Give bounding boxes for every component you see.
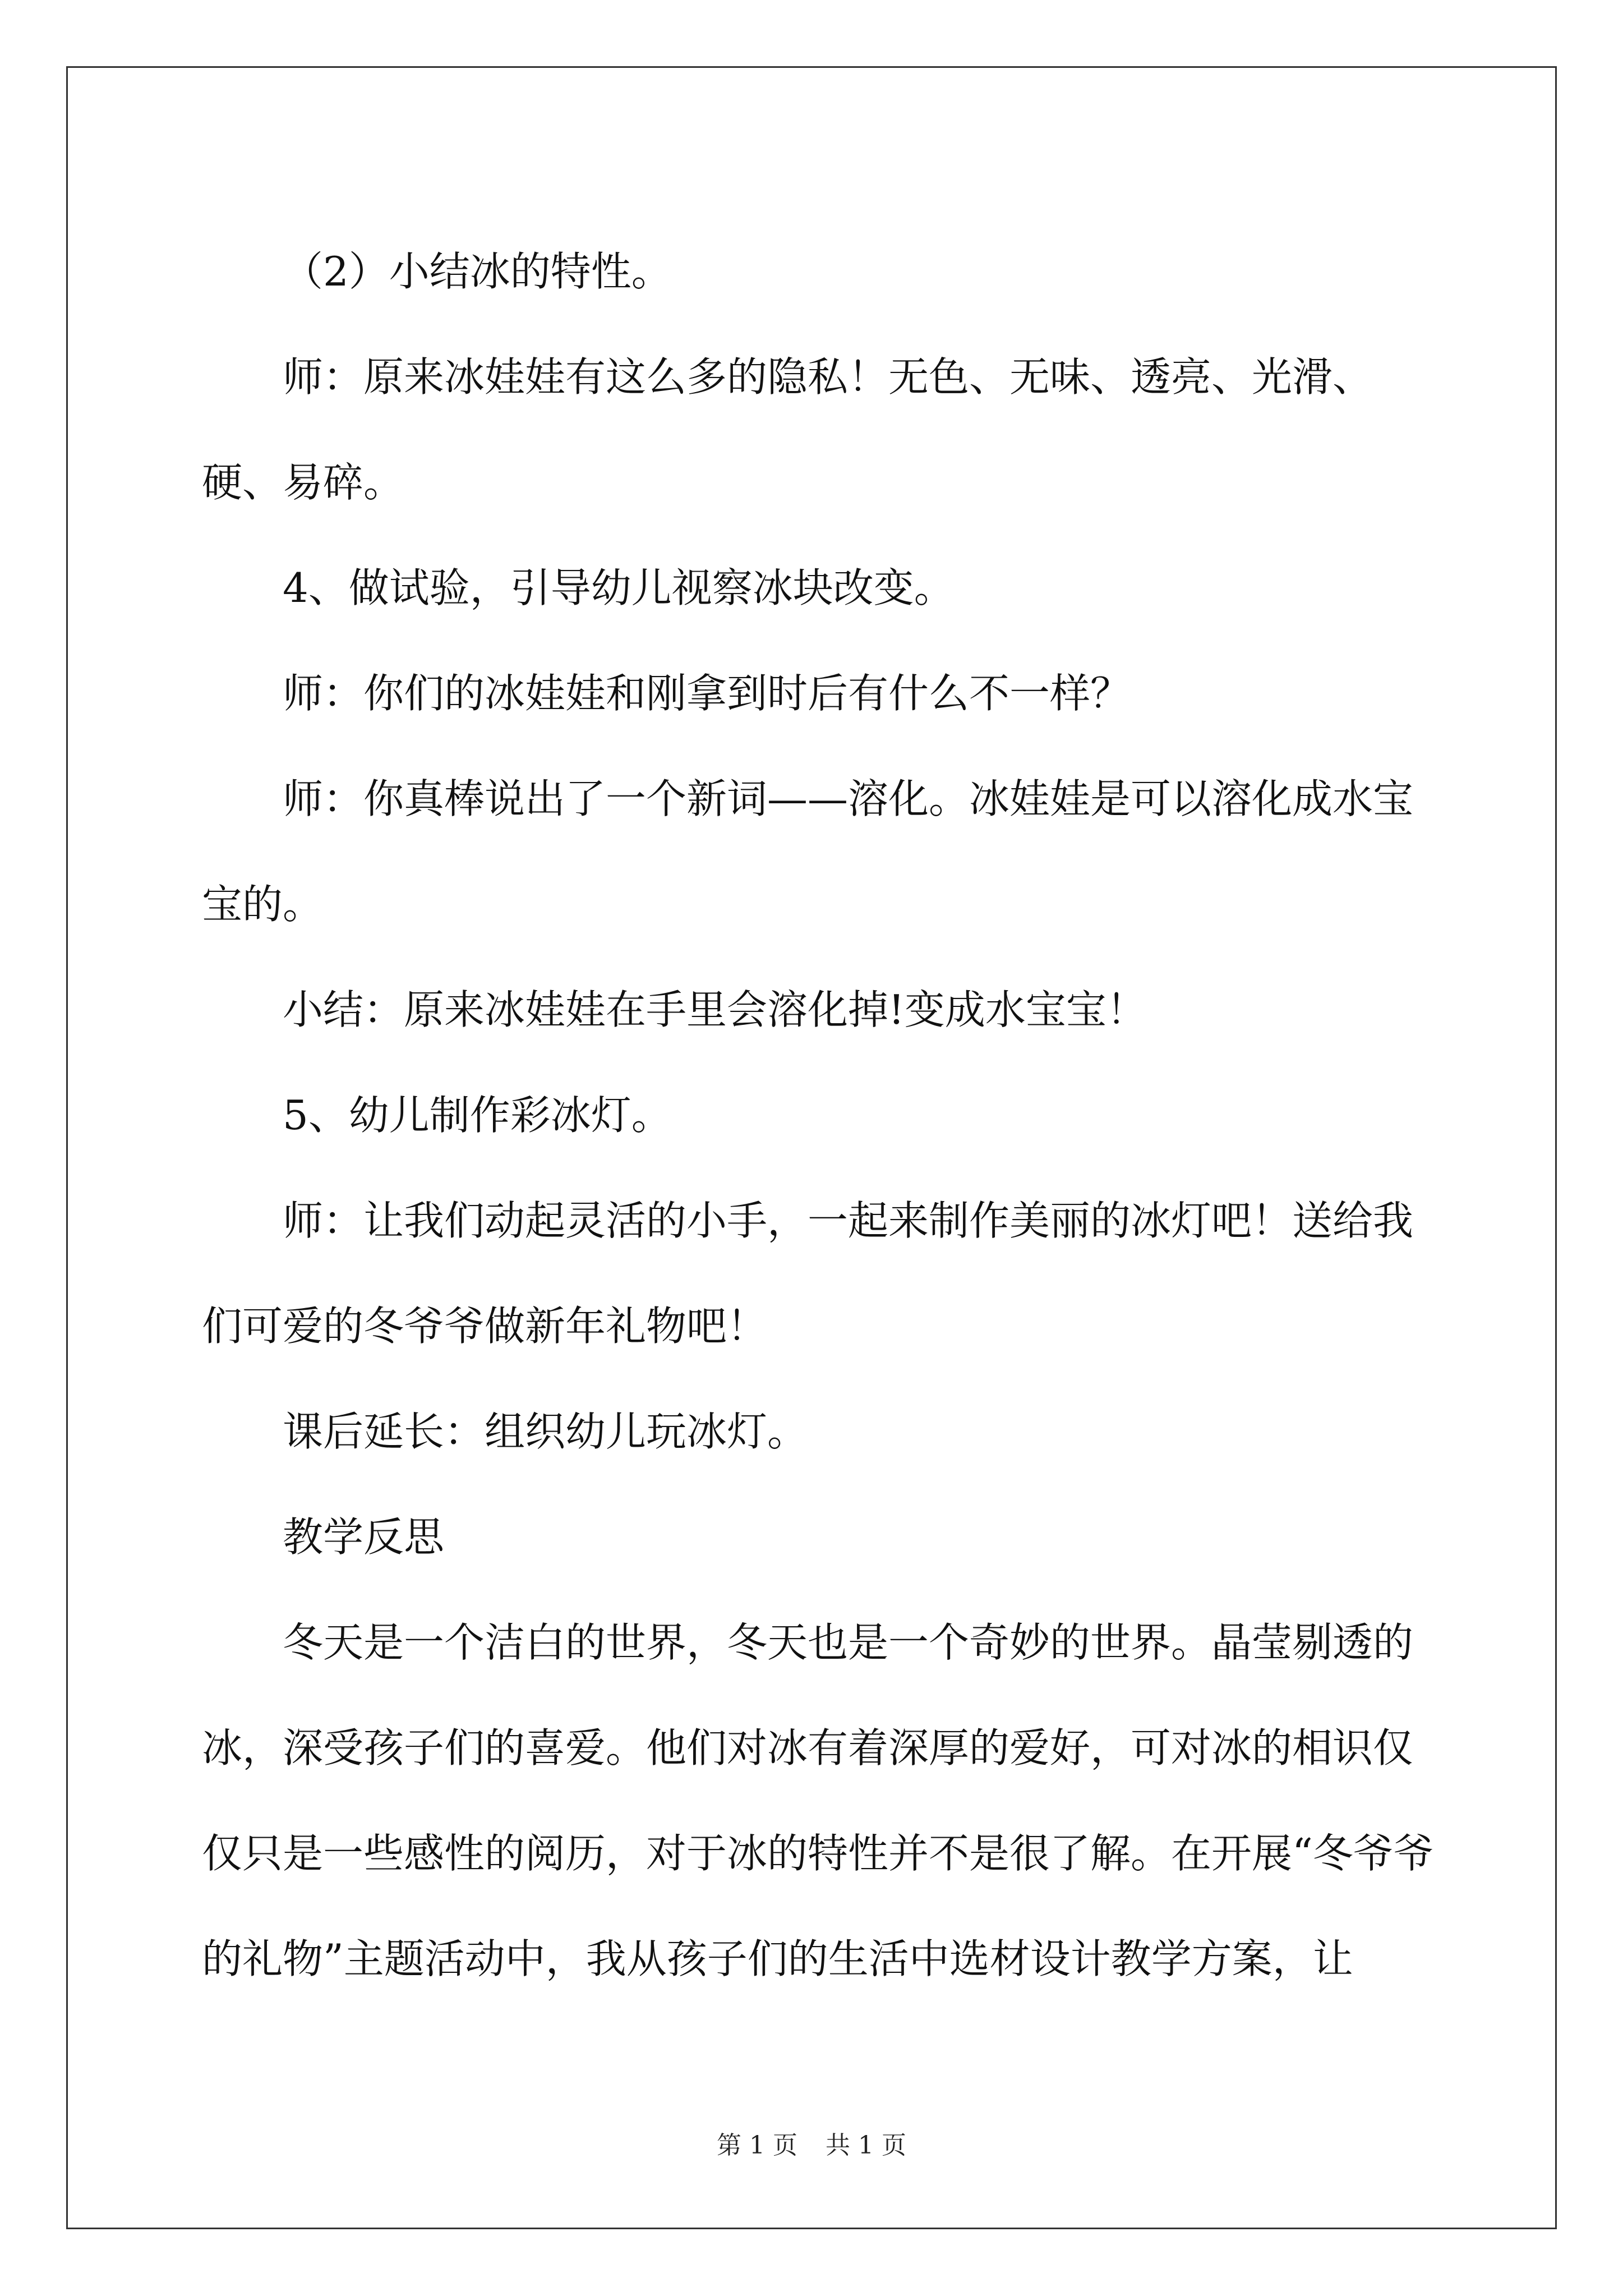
paragraph: 5、幼儿制作彩冰灯。 xyxy=(283,1092,672,1139)
paragraph: 冬天是一个洁白的世界，冬天也是一个奇妙的世界。晶莹剔透的冰，深受孩子们的喜爱。他们对冰有着深厚的爱好，可对冰的相识仅仅只是一些感性的阅历，对于冰的特性并不是很了解。在开展“冬爷爷的礼物”主题活动中，我从孩子们的生活中选材设计教学方案，让 xyxy=(202,1619,1434,1982)
paragraph: 师：你们的冰娃娃和刚拿到时后有什么不一样？ xyxy=(283,670,1131,717)
page-footer xyxy=(0,2129,1623,2162)
page-total: 共 1 页 xyxy=(826,2131,906,2160)
section-heading: 教学反思 xyxy=(283,1513,445,1561)
paragraph: 4、做试验，引导幼儿视察冰块改变。 xyxy=(283,564,955,611)
paragraph: 小结：原来冰娃娃在手里会溶化掉!变成水宝宝！ xyxy=(283,986,1147,1033)
paragraph: 师：原来冰娃娃有这么多的隐私！无色、无味、透亮、光滑、硬、易碎。 xyxy=(202,353,1373,506)
paragraph: 师：你真棒说出了一个新词——溶化。冰娃娃是可以溶化成水宝宝的。 xyxy=(202,775,1414,928)
page-number: 第 1 页 xyxy=(717,2131,797,2160)
paragraph: （2）小结冰的特性。 xyxy=(283,248,672,295)
paragraph: 课后延长：组织幼儿玩冰灯。 xyxy=(283,1408,808,1455)
document-body xyxy=(202,219,1436,2012)
paragraph: 师：让我们动起灵活的小手，一起来制作美丽的冰灯吧！送给我们可爱的冬爷爷做新年礼物吧！ xyxy=(202,1197,1414,1350)
